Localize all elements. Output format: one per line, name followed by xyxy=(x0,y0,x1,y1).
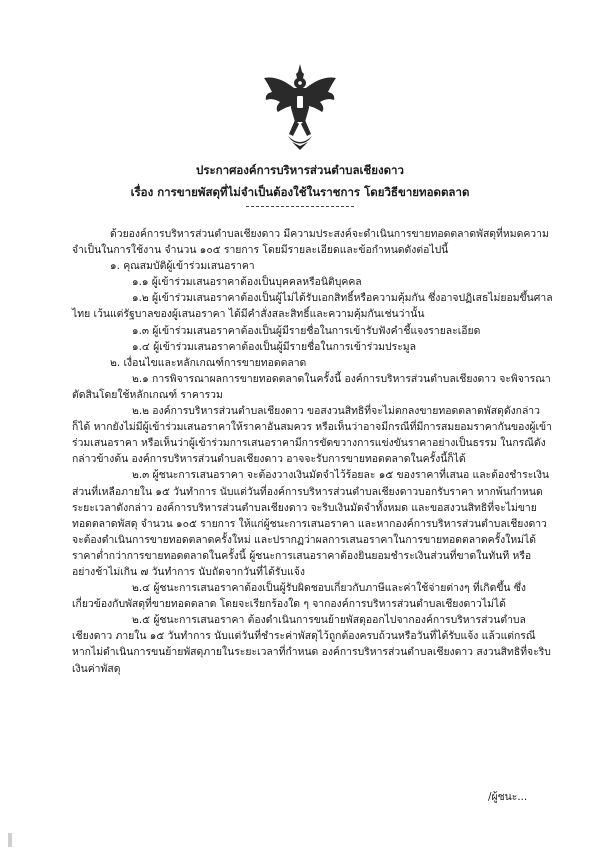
announcement-title: ประกาศองค์การบริหารส่วนตำบลเชียงดาว xyxy=(196,163,404,177)
section-2-heading: ๒. เงื่อนไขและหลักเกณฑ์การขายทอดตลาด xyxy=(110,356,307,369)
clause-2-1: ๒.๑ การพิจารณาผลการขายทอดตลาดในครั้งนี้ องค์การบริหารส่วนตำบลเชียงดาว จะพิจารณาตัดสินโดยใช้หลักเกณฑ์ ราคารวม xyxy=(72,372,551,401)
clause-1-3: ๑.๓ ผู้เข้าร่วมเสนอราคาต้องเป็นผู้มีรายชื่อในการเข้ารับฟังคำชี้แจงรายละเอียด xyxy=(132,324,481,337)
clause-2-3: ๒.๓ ผู้ชนะการเสนอราคา จะต้องวางเงินมัดจำไว้ร้อยละ ๑๕ ของราคาที่เสนอ และต้องชำระเงินส่วนที่เหลือภายใน ๑๕ วันทำการ นับแต่วันที่องค์การบริหารส่วนตำบลเชียงดาวบอกรับราคา หากพ้นกำหนดระยะเวลาดังกล่าว องค์การบริหารส่วนตำบลเชียงดาว จะริบเงินมัดจำทั้งหมด และขอสงวนสิทธิที่จะไม่ขายทอดตลาดพัสดุ จำนวน ๑๐๕ รายการ ให้แก่ผู้ชนะการเสนอราคา และหากองค์การบริหารส่วนตำบลเชียงดาว จะต้องดำเนินการขายทอดตลาดครั้งใหม่ และปรากฏว่าผลการเสนอราคาในการขายทอดตลาดครั้งใหม่ได้ราคาต่ำกว่าการขายทอดตลาดในครั้งนี้ ผู้ชนะการเสนอราคาต้องยินยอมชำระเงินส่วนที่ขาดในทันที หรืออย่างช้าไม่เกิน ๗ วันทำการ นับถัดจากวันที่ได้รับแจ้ง xyxy=(72,469,550,578)
clause-1-1: ๑.๑ ผู้เข้าร่วมเสนอราคาต้องเป็นบุคคลหรือนิติบุคคล xyxy=(132,276,362,289)
scan-edge-mark xyxy=(8,833,12,847)
document-body xyxy=(72,226,554,677)
garuda-emblem-icon xyxy=(262,62,338,150)
clause-2-4: ๒.๔ ผู้ชนะการเสนอราคาต้องเป็นผู้รับผิดชอบเกี่ยวกับภาษีและค่าใช้จ่ายต่างๆ ที่เกิดขึ้น ซึ่งเกี่ยวข้องกับพัสดุที่ขายทอดตลาด โดยจะเรียกร้องใด ๆ จากองค์การบริหารส่วนตำบลเชียงดาวไม่ได้ xyxy=(72,582,526,611)
clause-1-4: ๑.๔ ผู้เข้าร่วมเสนอราคาต้องเป็นผู้มีรายชื่อในการเข้าร่วมประมูล xyxy=(132,340,417,353)
clause-1-2: ๑.๒ ผู้เข้าร่วมเสนอราคาต้องเป็นผู้ไม่ได้รับเอกสิทธิ์หรือความคุ้มกัน ซึ่งอาจปฏิเสธไม่ยอมขึ้นศาลไทย เว้นแต่รัฐบาลของผู้เสนอราคา ได้มีคำสั่งสละสิทธิ์และความคุ้มกันเช่นว่านั้น xyxy=(72,292,553,321)
intro-paragraph: ด้วยองค์การบริหารส่วนตำบลเชียงดาว มีความประสงค์จะดำเนินการขายทอดตลาดพัสดุที่หมดความจำเป็นในการใช้งาน จำนวน ๑๐๕ รายการ โดยมีรายละเอียดและข้อกำหนดดังต่อไปนี้ xyxy=(72,228,549,257)
clause-2-5: ๒.๕ ผู้ชนะการเสนอราคา ต้องดำเนินการขนย้ายพัสดุออกไปจากองค์การบริหารส่วนตำบลเชียงดาว ภายใน ๑๕ วันทำการ นับแต่วันที่ชำระค่าพัสดุไว้ถูกต้องครบถ้วนหรือวันที่ได้รับแจ้ง แล้วแต่กรณี หากไม่ดำเนินการขนย้ายพัสดุภายในระยะเวลาที่กำหนด องค์การบริหารส่วนตำบลเชียงดาว สงวนสิทธิที่จะริบเงินค่าพัสดุ xyxy=(72,614,551,675)
announcement-subject: เรื่อง การขายพัสดุที่ไม่จำเป็นต้องใช้ในราชการ โดยวิธีขายทอดตลาด xyxy=(130,185,470,199)
section-1-heading: ๑. คุณสมบัติผู้เข้าร่วมเสนอราคา xyxy=(110,260,255,273)
continued-marker: /ผู้ชนะ... xyxy=(488,791,528,803)
clause-2-2: ๒.๒ องค์การบริหารส่วนตำบลเชียงดาว ขอสงวนสิทธิที่จะไม่ตกลงขายทอดตลาดพัสดุดังกล่าวก็ได้ หากยังไม่มีผู้เข้าร่วมเสนอราคาให้ราคาอันสมควร หรือเห็นว่าอาจมีกรณีที่มีการสมยอมราคากันของผู้เข้าร่วมเสนอราคา หรือเห็นว่าผู้เข้าร่วมการเสนอราคามีการขัดขวางการแข่งขันราคาอย่างเป็นธรรม ในกรณีดังกล่าวข้างต้น องค์การบริหารส่วนตำบลเชียงดาว อาจจะรับการขายทอดตลาดในครั้งนี้ก็ได้ xyxy=(72,405,552,466)
title-divider xyxy=(246,206,354,207)
